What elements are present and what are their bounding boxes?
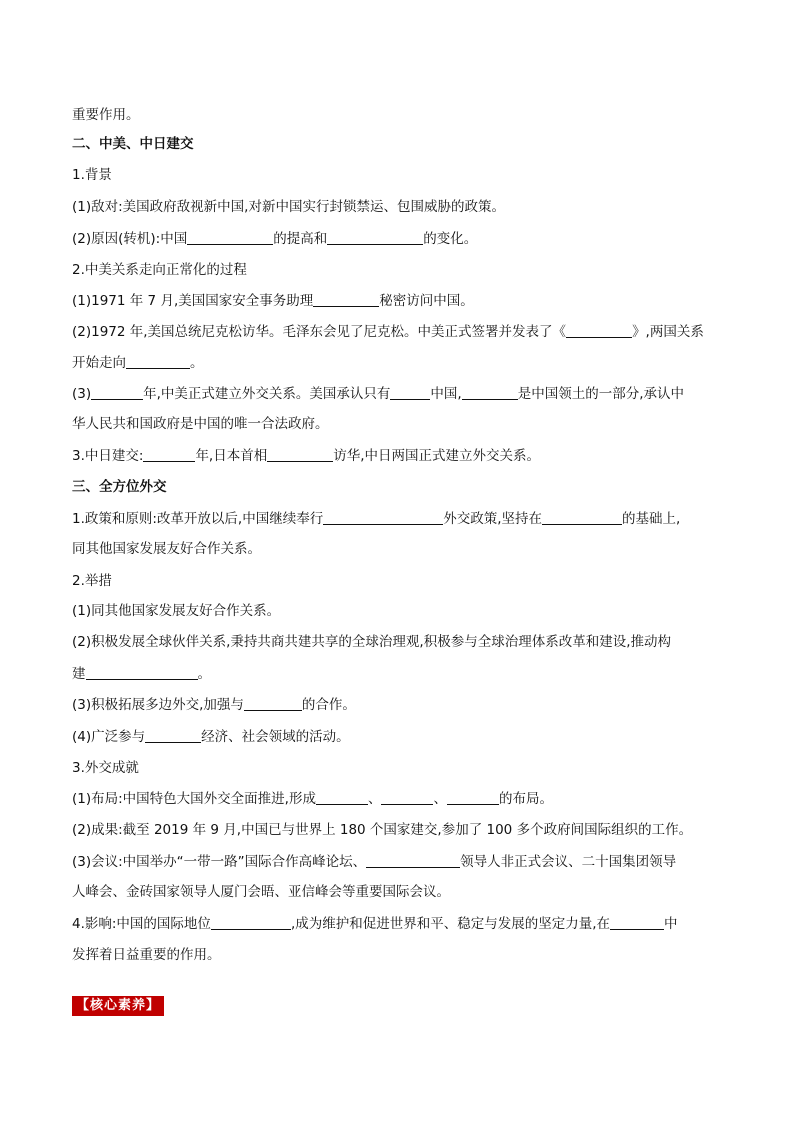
fill-blank[interactable] [366, 853, 460, 868]
text-line: 建 。 [72, 666, 211, 682]
fill-blank[interactable] [126, 354, 190, 369]
text-line: 1.政策和原则:改革开放以后,中国继续奉行 外交政策,坚持在 的基础上, [72, 511, 681, 527]
fill-blank[interactable] [91, 385, 143, 400]
text-line: 发挥着日益重要的作用。 [72, 947, 221, 963]
text-line: (2)积极发展全球伙伴关系,秉持共商共建共享的全球治理观,积极参与全球治理体系改革和建设,推动构 [72, 634, 671, 650]
fill-blank[interactable] [244, 696, 302, 711]
text-line: (2)成果:截至 2019 年 9 月,中国已与世界上 180 个国家建交,参加了 100 多个政府间国际组织的工作。 [72, 822, 693, 838]
text-line: (2)原因(转机):中国 的提高和 的变化。 [72, 231, 478, 247]
sub-heading: 2.中美关系走向正常化的过程 [72, 262, 247, 278]
fill-blank[interactable] [313, 292, 379, 307]
text-line: 4.影响:中国的国际地位 ,成为维护和促进世界和平、稳定与发展的坚定力量,在 中 [72, 916, 678, 932]
sub-heading: 1.背景 [72, 167, 112, 183]
fill-blank[interactable] [187, 230, 273, 245]
text-line: 人峰会、金砖国家领导人厦门会晤、亚信峰会等重要国际会议。 [72, 884, 450, 900]
text-line: 华人民共和国政府是中国的唯一合法政府。 [72, 416, 329, 432]
text-line: 开始走向 。 [72, 355, 204, 371]
text-line: (1)1971 年 7 月,美国国家安全事务助理 秘密访问中国。 [72, 293, 474, 309]
fill-blank[interactable] [542, 510, 622, 525]
sub-heading: 2.举措 [72, 573, 112, 589]
fill-blank[interactable] [381, 790, 433, 805]
section-heading: 三、全方位外交 [72, 479, 167, 495]
text-line: (2)1972 年,美国总统尼克松访华。毛泽东会见了尼克松。中美正式签署并发表了《 》,两国关系 [72, 324, 704, 340]
fill-blank[interactable] [390, 385, 430, 400]
sub-heading: 3.外交成就 [72, 760, 139, 776]
fill-blank[interactable] [211, 915, 291, 930]
fill-blank[interactable] [86, 665, 198, 680]
text-line: (1)布局:中国特色大国外交全面推进,形成 、 、 的布局。 [72, 791, 553, 807]
fill-blank[interactable] [323, 510, 443, 525]
fill-blank[interactable] [143, 447, 195, 462]
fill-blank[interactable] [327, 230, 423, 245]
text-line: (1)同其他国家发展友好合作关系。 [72, 603, 281, 619]
text-line: (1)敌对:美国政府敌视新中国,对新中国实行封锁禁运、包围威胁的政策。 [72, 199, 505, 215]
text-line: (3)会议:中国举办“一带一路”国际合作高峰论坛、 领导人非正式会议、二十国集团领导 [72, 854, 677, 870]
text-line: 同其他国家发展友好合作关系。 [72, 541, 261, 557]
fill-blank[interactable] [610, 915, 664, 930]
section-heading: 二、中美、中日建交 [72, 136, 194, 152]
fill-blank[interactable] [462, 385, 518, 400]
fill-blank[interactable] [145, 728, 201, 743]
fill-blank[interactable] [447, 790, 499, 805]
text-line: (3) 年,中美正式建立外交关系。美国承认只有 中国, 是中国领土的一部分,承认中 [72, 386, 685, 402]
text-line: 3.中日建交: 年,日本首相 访华,中日两国正式建立外交关系。 [72, 448, 541, 464]
text-line: 重要作用。 [72, 107, 140, 123]
core-literacy-badge: 【核心素养】 [72, 996, 164, 1016]
fill-blank[interactable] [566, 323, 632, 338]
text-line: (3)积极拓展多边外交,加强与 的合作。 [72, 697, 356, 713]
text-line: (4)广泛参与 经济、社会领域的活动。 [72, 729, 350, 745]
fill-blank[interactable] [267, 447, 333, 462]
fill-blank[interactable] [316, 790, 368, 805]
